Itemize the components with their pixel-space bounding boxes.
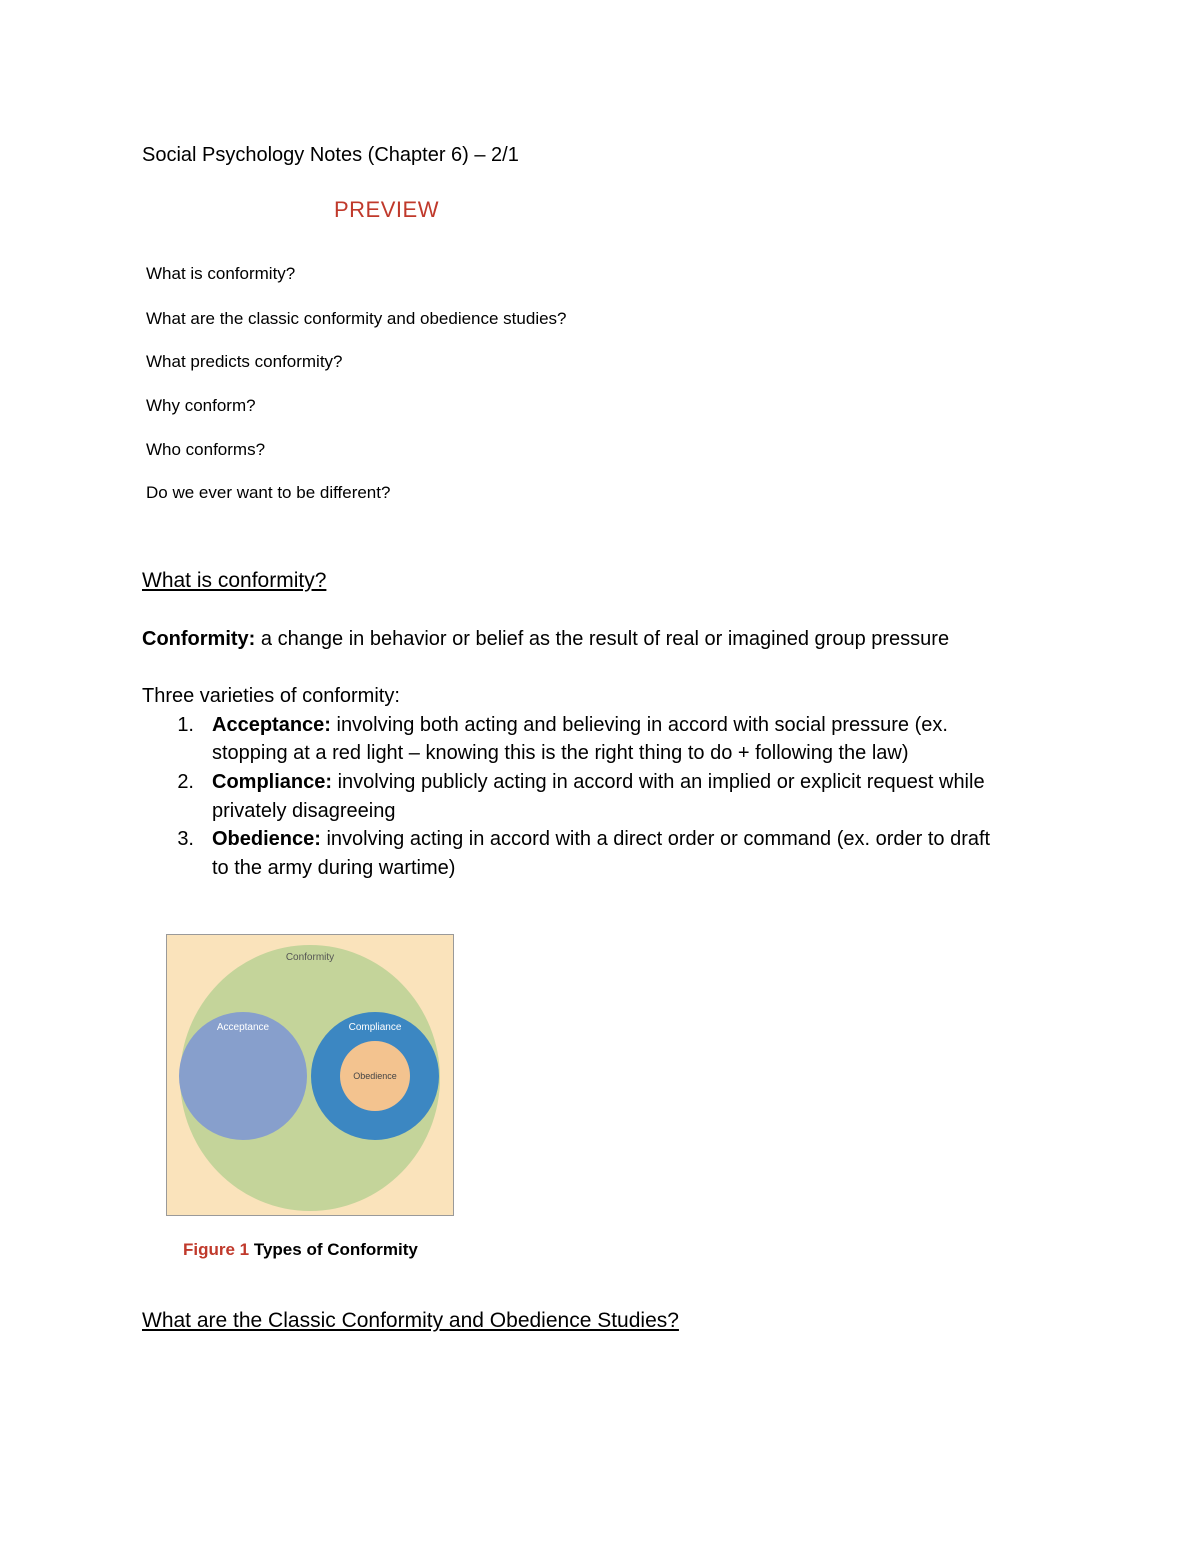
figure-caption bbox=[183, 1240, 418, 1260]
list-item-continuation: stopping at a red light – knowing this is the right thing to do + following the law) bbox=[212, 742, 909, 764]
section-heading-conformity: What is conformity? bbox=[142, 569, 327, 592]
preview-label: PREVIEW bbox=[334, 197, 439, 222]
list-text: involving acting in accord with a direct order or command (ex. order to draft bbox=[320, 828, 991, 850]
preview-question: What is conformity? bbox=[146, 264, 296, 283]
definition-term: Conformity: bbox=[142, 628, 256, 650]
figure-caption-label: Figure 1 bbox=[183, 1240, 250, 1259]
figure-caption-text: Types of Conformity bbox=[249, 1240, 418, 1259]
preview-question: What are the classic conformity and obedience studies? bbox=[146, 309, 567, 328]
list-term: Obedience: bbox=[212, 828, 321, 850]
list-item-compliance bbox=[212, 771, 985, 794]
list-text: involving both acting and believing in accord with social pressure (ex. bbox=[330, 714, 948, 736]
conformity-definition bbox=[142, 628, 949, 651]
preview-question: What predicts conformity? bbox=[146, 352, 343, 371]
compliance-label: Compliance bbox=[348, 1022, 402, 1033]
acceptance-label: Acceptance bbox=[216, 1022, 270, 1033]
conformity-diagram bbox=[166, 934, 454, 1216]
list-number: 2. bbox=[177, 771, 194, 793]
document-title: Social Psychology Notes (Chapter 6) – 2/1 bbox=[142, 144, 519, 166]
preview-question: Why conform? bbox=[146, 396, 256, 415]
conformity-label: Conformity bbox=[285, 952, 335, 963]
list-term: Acceptance: bbox=[212, 714, 331, 736]
preview-question: Do we ever want to be different? bbox=[146, 483, 391, 502]
list-item-continuation: to the army during wartime) bbox=[212, 857, 456, 879]
list-item-obedience bbox=[212, 828, 990, 851]
section-heading-classic-studies: What are the Classic Conformity and Obedience Studies? bbox=[142, 1309, 679, 1332]
varieties-intro: Three varieties of conformity: bbox=[142, 685, 400, 707]
preview-question: Who conforms? bbox=[146, 440, 266, 459]
list-item-acceptance bbox=[212, 714, 948, 737]
list-number: 3. bbox=[177, 828, 194, 850]
obedience-label: Obedience bbox=[353, 1071, 397, 1081]
list-text: involving publicly acting in accord with an implied or explicit request while bbox=[332, 771, 985, 793]
list-item-continuation: privately disagreeing bbox=[212, 800, 396, 822]
list-term: Compliance: bbox=[212, 771, 333, 793]
definition-text: a change in behavior or belief as the result of real or imagined group pressure bbox=[255, 628, 950, 650]
list-number: 1. bbox=[177, 714, 194, 736]
